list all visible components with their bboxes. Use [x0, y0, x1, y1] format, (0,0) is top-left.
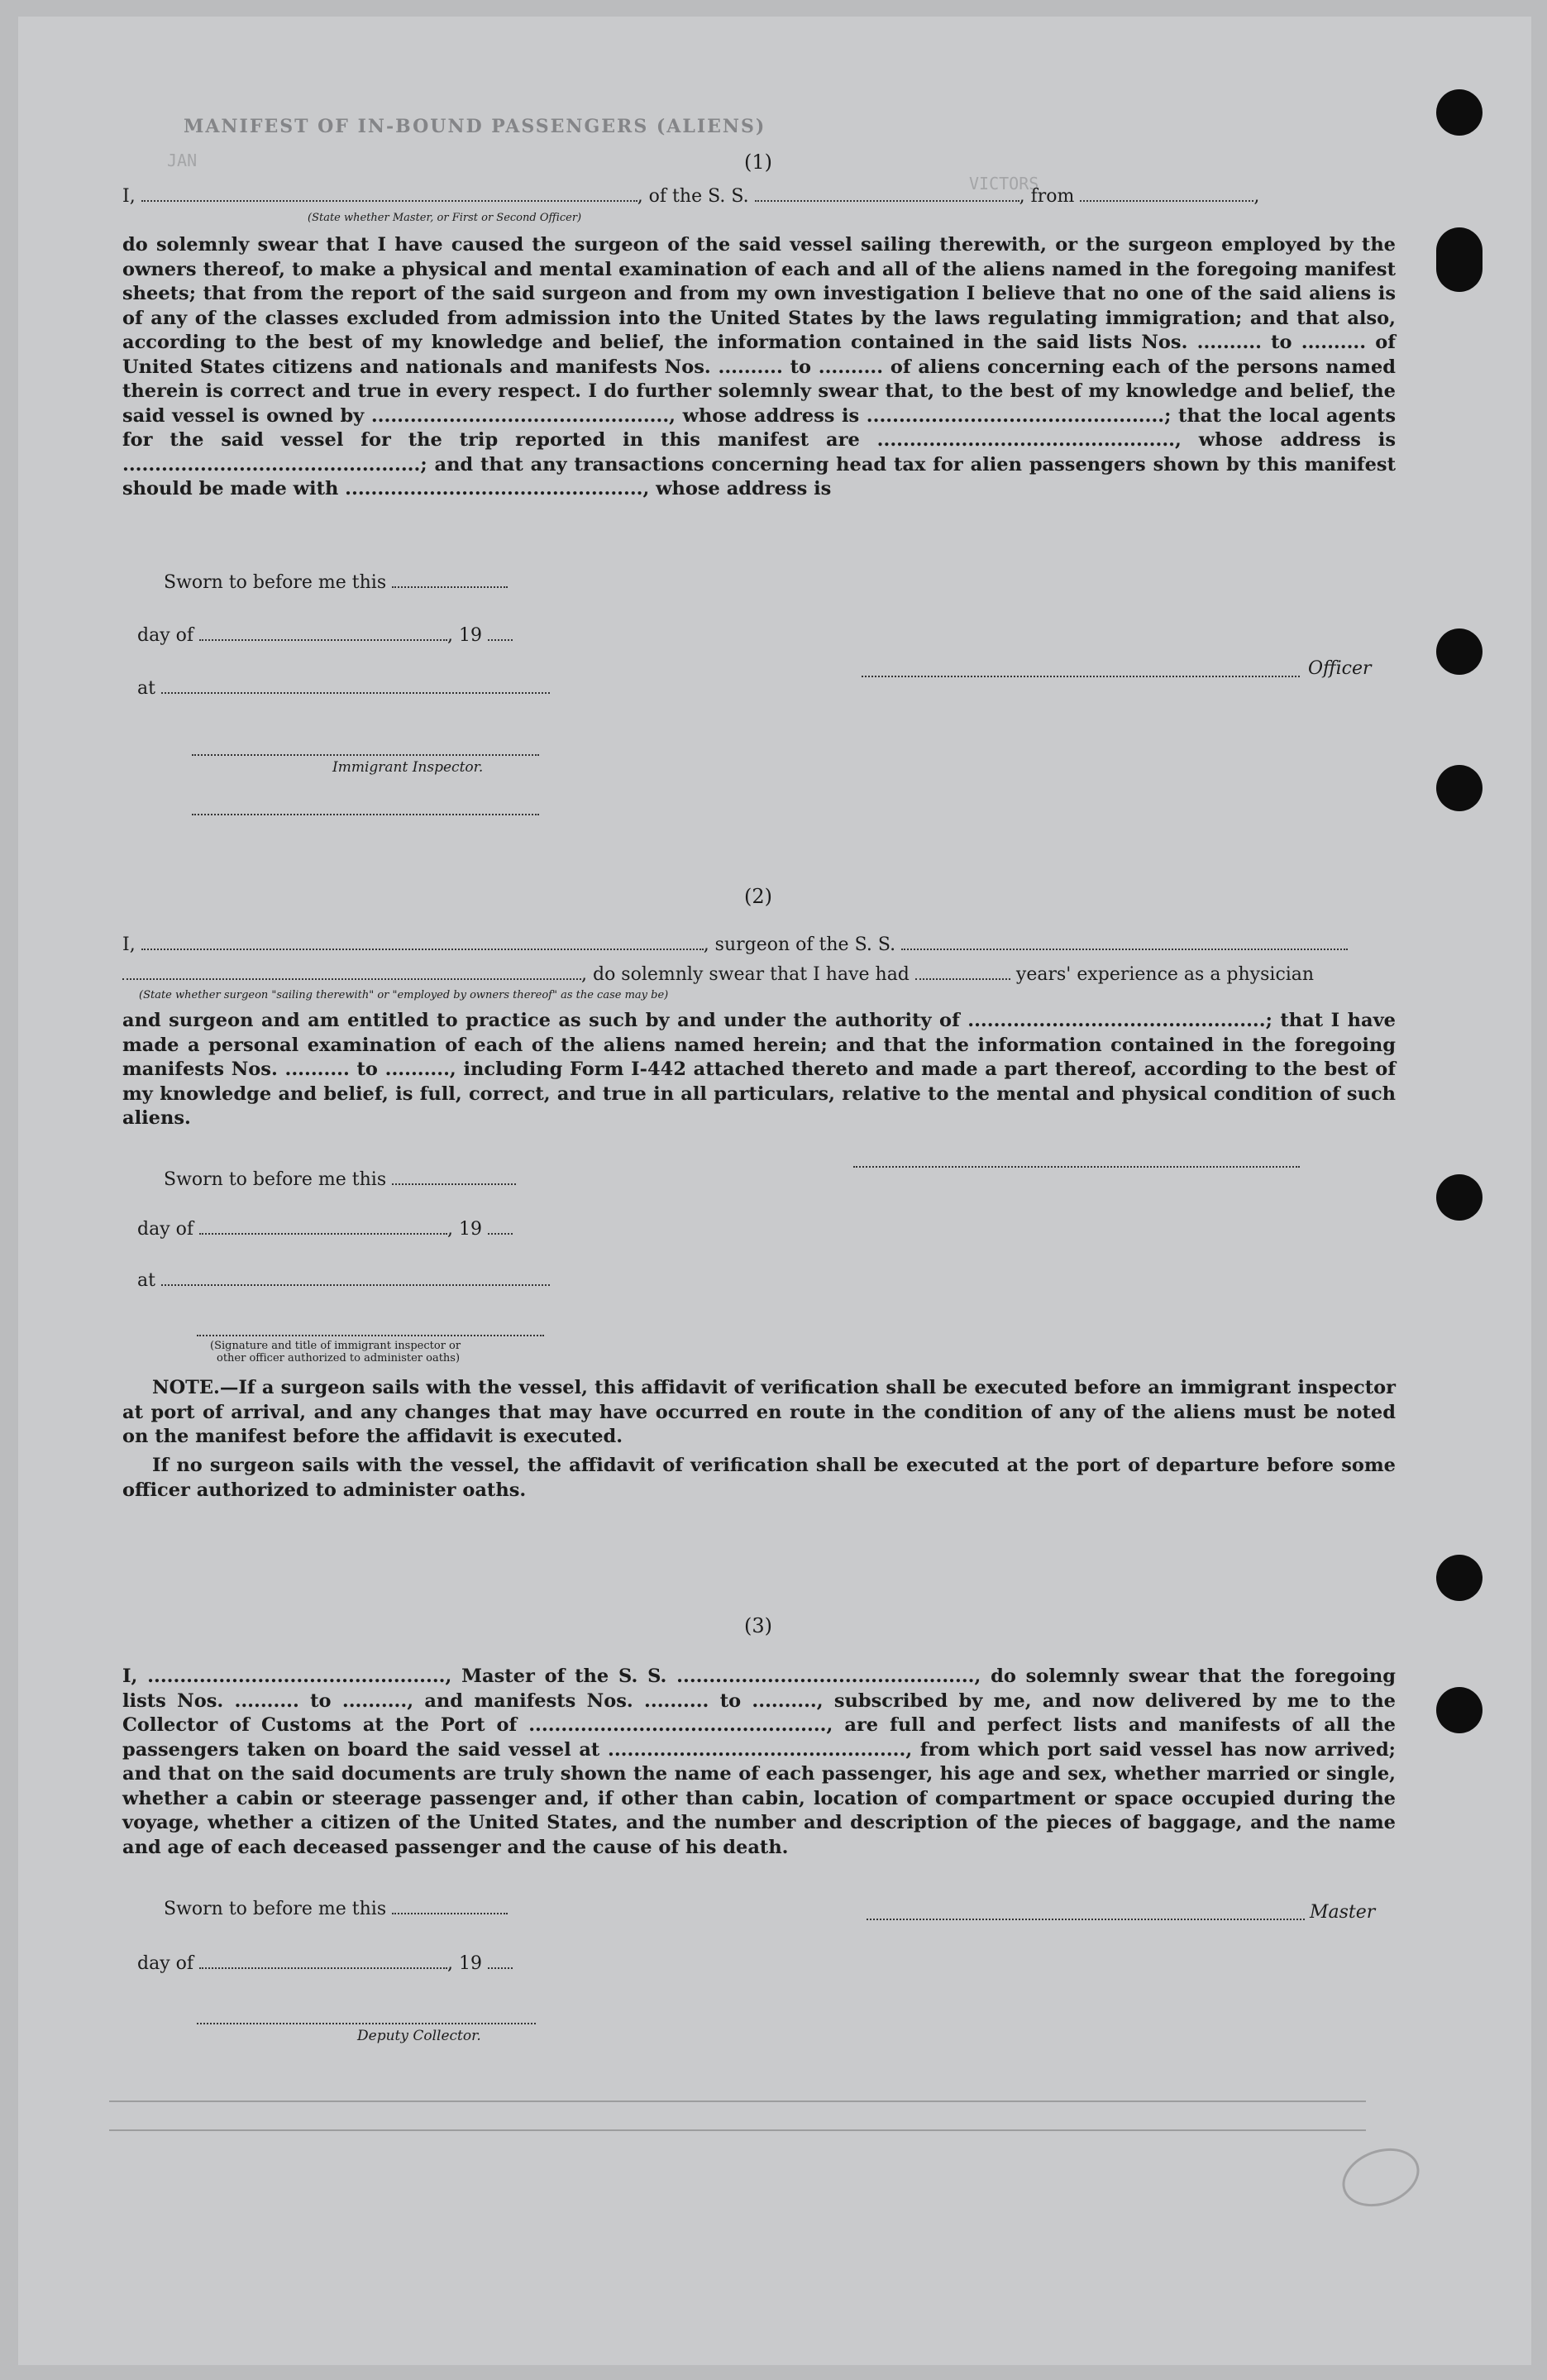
ship-name-blank	[901, 937, 1348, 950]
label-sworn: Sworn to before me this	[164, 1899, 387, 1919]
sworn-line-2	[164, 1169, 516, 1190]
inspector-extra-line	[192, 812, 539, 815]
sworn-day-blank	[392, 1901, 508, 1914]
sworn-line-3	[164, 1899, 508, 1919]
at-blank	[161, 1273, 550, 1286]
label-day-of: day of	[137, 1953, 194, 1974]
ship-name-blank	[755, 189, 1019, 202]
label-from: , from	[1019, 186, 1075, 207]
section-2-number: (2)	[744, 885, 772, 908]
year-blank	[488, 628, 513, 641]
officer-name-blank	[141, 189, 637, 202]
month-blank	[199, 1956, 447, 1969]
administrator-caption-1: (Signature and title of immigrant inspector or	[210, 1340, 461, 1352]
surgeon-type-caption: (State whether surgeon "sailing therewith" or "employed by owners thereof" as the case may be)	[139, 989, 669, 1001]
binder-hole	[1436, 1174, 1483, 1221]
month-blank	[199, 628, 447, 641]
year-blank	[488, 1956, 513, 1969]
deputy-label: Deputy Collector.	[357, 2028, 481, 2044]
note-paragraph-2: If no surgeon sails with the vessel, the affidavit of verification shall be executed at the port of departure before some officer authorized to administer oaths.	[122, 1455, 1396, 1501]
label-year: 19	[459, 625, 483, 646]
master-label: Master	[1310, 1902, 1376, 1923]
section-2-oath-text: and surgeon and am entitled to practice as such by and under the authority of ..............................................; that I have made a personal examination of each of the aliens named herein; and that the information contained in the foregoing manifests Nos. .......... to .........., including Form I-442 attached thereto and made a part thereof, according to the best of my knowledge and belief, is full, correct, and true in all particulars, relative to the mental and physical condition of such aliens.	[122, 1010, 1396, 1129]
bleed-through-date: JAN	[167, 151, 198, 170]
surgeon-signature-line	[853, 1164, 1300, 1168]
label-day-of: day of	[137, 1219, 194, 1240]
manifest-back-page	[18, 17, 1531, 2365]
section-2-line-2	[122, 964, 1314, 985]
label-sworn: Sworn to before me this	[164, 1169, 387, 1190]
label-i: I,	[122, 934, 136, 955]
section-3-oath-text: I, .............................................., Master of the S. S. .............................................., do solemnly swear that the foregoing lists Nos. .......... to .........., and manifests Nos. .......... to .........., subscribed by me, and now delivered by me to the Collector of Customs at the Port of .............................................., are full and perfect lists and manifests of all the passengers taken on board the said vessel at .............................................., from which port said vessel has now arrived; and that on the said documents are truly shown the name of each passenger, his age and sex, whether married or single, whether a cabin or steerage passenger and, if other than cabin, location of compartment or space occupied during the voyage, whether a citizen of the United States, and the number and description of the pieces of baggage, and the name and age of each deceased passenger and the cause of his death.	[122, 1666, 1396, 1858]
at-blank	[161, 681, 550, 694]
bleed-rule	[109, 2100, 1366, 2102]
label-at: at	[137, 1270, 155, 1291]
ship-name-handwritten: VICTORS	[969, 174, 1039, 194]
surgeon-name-blank	[141, 937, 704, 950]
sworn-day-blank	[392, 575, 508, 588]
administrator-signature-line	[197, 1333, 544, 1336]
officer-signature-line	[862, 674, 1300, 677]
label-year: 19	[459, 1219, 483, 1240]
label-of-ss: , of the S. S.	[637, 186, 749, 207]
section-1-line-1: I, , of the S. S. , from ,	[122, 186, 1260, 207]
inspector-signature-line	[192, 753, 539, 756]
sworn-day-blank	[392, 1172, 516, 1185]
day-of-line-3: day of , 19	[137, 1953, 513, 1974]
binder-hole	[1436, 628, 1483, 675]
deputy-signature-line	[197, 2021, 536, 2024]
administrator-caption-2: other officer authorized to administer oaths)	[217, 1352, 461, 1364]
at-line-1	[137, 678, 550, 699]
inspector-label: Immigrant Inspector.	[332, 759, 484, 776]
section-1-oath-text: do solemnly swear that I have caused the surgeon of the said vessel sailing therewith, or the surgeon employed by the owners thereof, to make a physical and mental examination of each and all of the aliens named in the foregoing manifest sheets; that from the report of the said surgeon and from my own investigation I believe that no one of the said aliens is of any of the classes excluded from admission into the United States by the laws regulating immigration; and that also, according to the best of my knowledge and belief, the information contained in the said lists Nos. .......... to .......... of United States citizens and nationals and manifests Nos. .......... to .......... of aliens concerning each of the persons named therein is correct and true in every respect. I do further solemnly swear that, to the best of my knowledge and belief, the said vessel is owned by .............................................., whose address is ..............................................; that the local agents for the said vessel for the trip reported in this manifest are .............................................., whose address is ..............................................; and that any transactions concerning head tax for alien passengers shown by this manifest should be made with .............................................., whose address is	[122, 234, 1396, 499]
label-year: 19	[459, 1953, 483, 1974]
section-2-line-1	[122, 934, 1348, 955]
year-blank	[488, 1221, 513, 1235]
section-3-number: (3)	[744, 1614, 772, 1637]
label-surgeon-ss: , surgeon of the S. S.	[703, 934, 896, 955]
binder-hole	[1436, 1687, 1483, 1733]
bleed-rule	[109, 2129, 1366, 2131]
binder-hole	[1436, 227, 1483, 292]
binder-hole	[1436, 765, 1483, 811]
label-at: at	[137, 678, 155, 699]
binder-hole	[1436, 89, 1483, 136]
bleed-through-title: MANIFEST OF IN-BOUND PASSENGERS (ALIENS)	[184, 116, 766, 137]
faint-stamp	[1335, 2139, 1428, 2217]
section-1-number: (1)	[744, 151, 772, 174]
surgeon-type-blank	[122, 967, 581, 980]
note-paragraph-1: NOTE.—If a surgeon sails with the vessel, this affidavit of verification shall be executed before an immigrant inspector at port of arrival, and any changes that may have occurred en route in the condition of any of the aliens must be noted on the manifest before the affidavit is executed.	[122, 1377, 1396, 1447]
label-solemnly-swear: , do solemnly swear that I have had	[581, 964, 910, 985]
officer-title-caption: (State whether Master, or First or Second Officer)	[308, 212, 582, 224]
master-signature-line	[867, 1917, 1305, 1920]
label-day-of: day of	[137, 625, 194, 646]
sworn-line-1	[164, 572, 508, 593]
officer-label: Officer	[1308, 658, 1372, 679]
binder-hole	[1436, 1555, 1483, 1601]
at-line-2	[137, 1270, 550, 1291]
label-sworn: Sworn to before me this	[164, 572, 387, 593]
month-blank	[199, 1221, 447, 1235]
label-years-experience: years' experience as a physician	[1015, 964, 1315, 985]
label-i: I,	[122, 186, 136, 207]
day-of-line-1: day of , 19	[137, 625, 513, 646]
from-port-blank	[1080, 189, 1253, 202]
day-of-line-2: day of , 19	[137, 1219, 513, 1240]
years-blank	[915, 967, 1010, 980]
